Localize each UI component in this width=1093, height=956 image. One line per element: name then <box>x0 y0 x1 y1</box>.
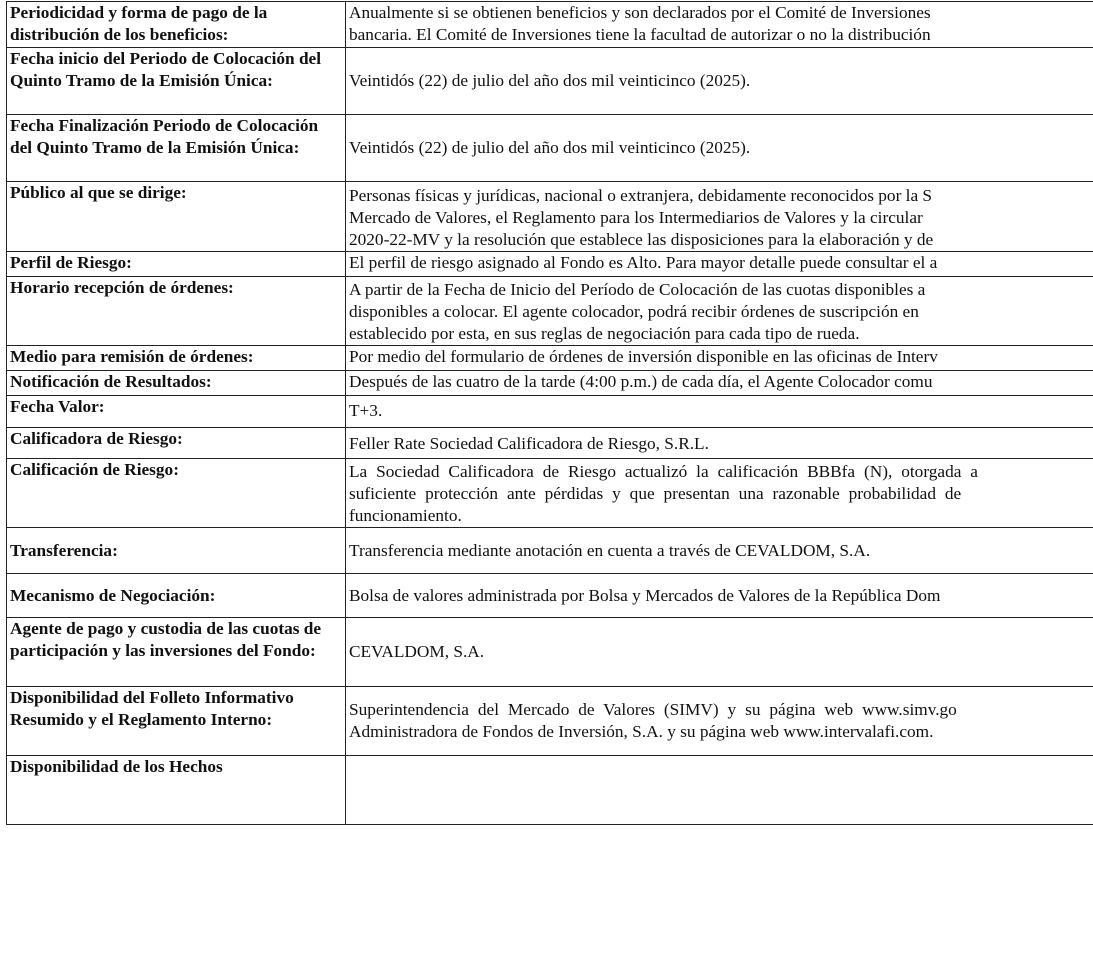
row-value <box>346 115 1093 182</box>
table-row <box>7 528 1093 574</box>
row-label: Mecanismo de Negociación: <box>7 574 346 618</box>
row-value <box>346 182 1093 252</box>
value-line: Transferencia mediante anotación en cuenta a través de CEVALDOM, S.A. <box>349 540 871 560</box>
table-row <box>7 459 1093 528</box>
table-row <box>7 428 1093 459</box>
table-row <box>7 618 1093 687</box>
value-line: Por medio del formulario de órdenes de inversión disponible en las oficinas de Interv <box>349 347 938 366</box>
row-value <box>346 428 1093 459</box>
row-label: Fecha inicio del Periodo de Colocación del Quinto Tramo de la Emisión Única: <box>7 48 346 115</box>
table-row <box>7 371 1093 396</box>
row-value <box>346 618 1093 687</box>
value-line: Veintidós (22) de julio del año dos mil veinticinco (2025). <box>349 138 751 157</box>
row-value <box>346 277 1093 346</box>
value-line: CEVALDOM, S.A. <box>349 642 485 661</box>
row-value <box>346 687 1093 756</box>
row-label: Público al que se dirige: <box>7 182 346 252</box>
value-line: Anualmente si se obtienen beneficios y son declarados por el Comité de Inversiones <box>349 3 931 22</box>
row-value <box>346 528 1093 574</box>
table-row <box>7 346 1093 371</box>
value-line: Bolsa de valores administrada por Bolsa y Mercados de Valores de la República Dom <box>349 585 941 605</box>
row-value <box>346 371 1093 396</box>
row-label: Horario recepción de órdenes: <box>7 277 346 346</box>
value-line: Superintendencia del Mercado de Valores (SIMV) y su página web www.simv.go <box>349 700 957 719</box>
value-line: Después de las cuatro de la tarde (4:00 p.m.) de cada día, el Agente Colocador comu <box>349 372 933 391</box>
value-line: Feller Rate Sociedad Calificadora de Riesgo, S.R.L. <box>349 434 709 453</box>
row-value <box>346 396 1093 428</box>
row-label: Calificadora de Riesgo: <box>7 428 346 459</box>
row-label: Fecha Valor: <box>7 396 346 428</box>
table-row <box>7 396 1093 428</box>
row-value <box>346 459 1093 528</box>
row-label: Disponibilidad de los Hechos <box>7 756 346 825</box>
value-line: La Sociedad Calificadora de Riesgo actualizó la calificación BBBfa (N), otorgada a <box>349 462 978 481</box>
value-line: 2020-22-MV y la resolución que establece las disposiciones para la elaboración y de <box>349 230 934 249</box>
row-label: Disponibilidad del Folleto Informativo Resumido y el Reglamento Interno: <box>7 687 346 756</box>
row-value <box>346 48 1093 115</box>
table-row <box>7 2 1093 48</box>
table-row <box>7 182 1093 252</box>
row-value <box>346 252 1093 277</box>
row-label: Calificación de Riesgo: <box>7 459 346 528</box>
row-value <box>346 574 1093 618</box>
table-row <box>7 48 1093 115</box>
value-line: Veintidós (22) de julio del año dos mil veinticinco (2025). <box>349 71 751 90</box>
row-label: Periodicidad y forma de pago de la distribución de los beneficios: <box>7 2 346 48</box>
table-row <box>7 115 1093 182</box>
table-row <box>7 277 1093 346</box>
row-label: Medio para remisión de órdenes: <box>7 346 346 371</box>
value-line: funcionamiento. <box>349 506 462 525</box>
value-line: suficiente protección ante pérdidas y que presentan una razonable probabilidad de <box>349 484 962 503</box>
row-label: Transferencia: <box>7 528 346 574</box>
value-line: disponibles a colocar. El agente colocador, podrá recibir órdenes de suscripción en <box>349 302 919 321</box>
value-line: establecido por esta, en sus reglas de negociación para cada tipo de rueda. <box>349 324 860 343</box>
value-line: Mercado de Valores, el Reglamento para los Intermediarios de Valores y la circular <box>349 208 923 227</box>
table-row <box>7 756 1093 825</box>
value-line: bancaria. El Comité de Inversiones tiene la facultad de autorizar o no la distribución <box>349 25 931 44</box>
row-label: Perfil de Riesgo: <box>7 252 346 277</box>
value-line: Administradora de Fondos de Inversión, S.A. y su página web www.intervalafi.com. <box>349 722 934 741</box>
terms-table <box>6 1 1093 825</box>
row-label: Agente de pago y custodia de las cuotas de participación y las inversiones del Fondo: <box>7 618 346 687</box>
row-label: Notificación de Resultados: <box>7 371 346 396</box>
row-value <box>346 2 1093 48</box>
row-value <box>346 346 1093 371</box>
table-row <box>7 687 1093 756</box>
value-line: A partir de la Fecha de Inicio del Período de Colocación de las cuotas disponibles a <box>349 280 926 299</box>
table-row <box>7 252 1093 277</box>
value-line: T+3. <box>349 401 383 420</box>
value-line: Personas físicas y jurídicas, nacional o extranjera, debidamente reconocidos por la S <box>349 186 933 205</box>
value-line: El perfil de riesgo asignado al Fondo es Alto. Para mayor detalle puede consultar el a <box>349 253 938 272</box>
table-row <box>7 574 1093 618</box>
row-label: Fecha Finalización Periodo de Colocación del Quinto Tramo de la Emisión Única: <box>7 115 346 182</box>
row-value <box>346 756 1093 825</box>
